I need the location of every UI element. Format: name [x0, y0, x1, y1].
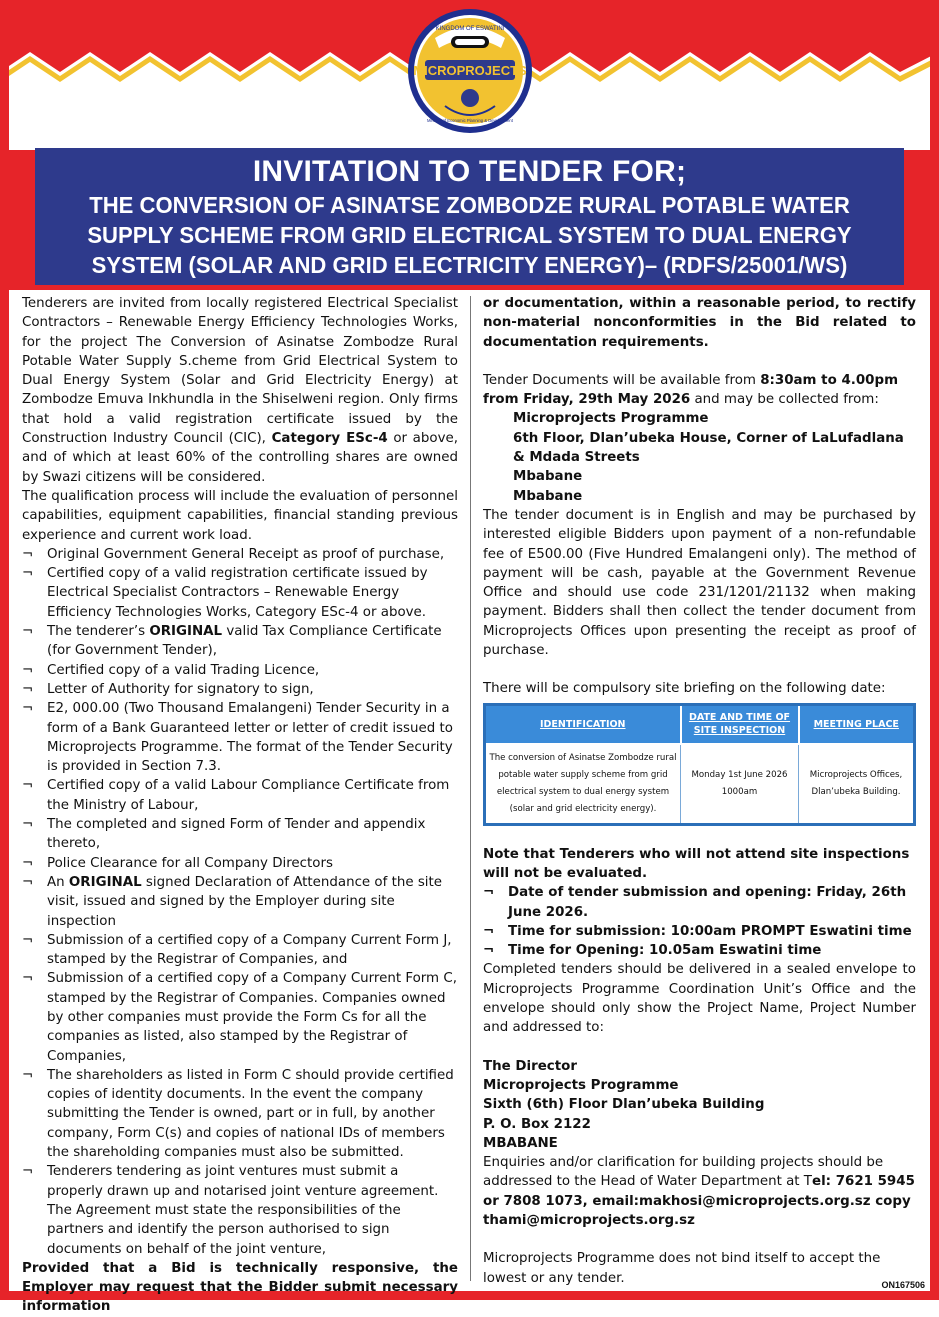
- enquiry-paragraph: Enquiries and/or clarification for building projects should be addressed to the Head of Water Department at Tel: 7621 5945 or 7808 1073, email:makhosi@microprojects.org.sz copy thami@microprojects.org.sz: [483, 1155, 915, 1228]
- list-item: ¬ E2, 000.00 (Two Thousand Emalangeni) Tender Security in a form of a Bank Guaranteed letter or letter of credit issued to Microprojects Programme. The format of the Tender Security is provided in Section 7.3.: [22, 701, 453, 775]
- logo-name: MICROPROJECTS: [413, 63, 527, 78]
- list-item: ¬ Time for submission: 10:00am PROMPT Eswatini time: [483, 923, 912, 939]
- list-item: ¬ Certified copy of a valid Trading Licence,: [22, 662, 320, 678]
- table-cell-identification: The conversion of Asinatse Zombodze rural potable water supply scheme from grid electrical system to dual energy system (solar and grid electricity energy).: [485, 744, 681, 824]
- collect-line: Mbabane: [513, 469, 583, 485]
- logo-ministry-text: Ministry of Economic Planning & Development: [427, 118, 513, 123]
- title-project: THE CONVERSION OF ASINATSE ZOMBODZE RURAL POTABLE WATER SUPPLY SCHEME FROM GRID ELECTRICAL SYSTEM TO DUAL ENERGY SYSTEM (SOLAR AND GRID ELECTRICITY ENERGY)– (RDFS/25001/WS): [87, 192, 852, 278]
- right-column: [483, 294, 916, 1288]
- address-line: P. O. Box 2122: [483, 1116, 591, 1132]
- dates-list: [483, 883, 916, 960]
- table-header-date: DATE AND TIME OF SITE INSPECTION: [681, 704, 799, 744]
- attendance-note: Note that Tenderers who will not attend site inspections will not be evaluated.: [483, 846, 910, 881]
- table-cell-date: Monday 1st June 2026 1000am: [681, 744, 799, 824]
- list-item: ¬ An ORIGINAL signed Declaration of Attendance of the site visit, issued and signed by the Employer during site inspection: [22, 874, 443, 929]
- table-header-place: MEETING PLACE: [799, 704, 915, 744]
- address-line: The Director: [483, 1058, 577, 1074]
- briefing-paragraph: There will be compulsory site briefing on the following date:: [483, 681, 886, 697]
- list-item: ¬ Submission of a certified copy of a Company Current Form J, stamped by the Registrar of Companies, and: [22, 932, 452, 968]
- list-item: ¬ Police Clearance for all Company Directors: [22, 855, 333, 871]
- proviso-continued: or documentation, within a reasonable period, to rectify non-material nonconformities in the Bid related to documentation requirements.: [483, 296, 916, 350]
- address-line: MBABANE: [483, 1135, 558, 1151]
- table-row: [485, 744, 915, 824]
- collection-address: [483, 409, 916, 505]
- address-line: Sixth (6th) Floor Dlan’ubeka Building: [483, 1097, 765, 1113]
- list-item: ¬ Certified copy of a valid Labour Compliance Certificate from the Ministry of Labour,: [22, 778, 450, 813]
- list-item: ¬ The tenderer’s ORIGINAL valid Tax Compliance Certificate (for Government Tender),: [22, 624, 442, 659]
- reference-code: ON167506: [881, 1280, 925, 1290]
- submission-address: [483, 1057, 916, 1153]
- collect-line: Mbabane: [513, 488, 583, 504]
- table-cell-place: Microprojects Offices, Dlan’ubeka Building.: [799, 744, 915, 824]
- left-column: [22, 294, 458, 1317]
- list-item: ¬ Letter of Authority for signatory to sign,: [22, 681, 314, 697]
- microprojects-logo: [405, 6, 535, 136]
- column-divider: [470, 296, 471, 1281]
- disclaimer-paragraph: Microprojects Programme does not bind itself to accept the lowest or any tender.: [483, 1251, 881, 1286]
- intro-paragraph: Tenderers are invited from locally registered Electrical Specialist Contractors – Renewable Energy Efficiency Technologies Works, for the project The Conversion of Asinatse Zombodze Rural Potable Water Supply S.cheme from Grid Electrical System to Dual Energy System (Solar and Grid Electricity Energy) at Zombodze Emuva Inkhundla in the Shiselweni region. Only firms that hold a valid registration certificate issued by the Construction Industry Council (CIC), Category ESc-4 or above, and of which at least 60% of the controlling shares are owned by Swazi citizens will be considered.: [22, 296, 458, 485]
- proviso-paragraph: Provided that a Bid is technically responsive, the Employer may request that the Bidder submit necessary information: [22, 1260, 458, 1315]
- address-line: Microprojects Programme: [483, 1077, 679, 1093]
- list-item: ¬ Original Government General Receipt as proof of purchase,: [22, 546, 445, 562]
- list-item: ¬ Submission of a certified copy of a Company Current Form C, stamped by the Registrar of Companies. Companies owned by other companies must provide the Form Cs for all the companies as listed, also stamped by the Registrar of Companies,: [22, 971, 457, 1064]
- table-header-identification: IDENTIFICATION: [485, 704, 681, 744]
- list-item: ¬ Date of tender submission and opening: Friday, 26th June 2026.: [483, 885, 907, 920]
- title-box: [35, 148, 904, 285]
- title-heading: INVITATION TO TENDER FOR;: [252, 155, 687, 188]
- list-item: ¬ The completed and signed Form of Tender and appendix thereto,: [22, 817, 426, 852]
- list-item: ¬ Time for Opening: 10.05am Eswatini time: [483, 943, 822, 959]
- qualification-paragraph: The qualification process will include the evaluation of personnel capabilities, equipment capabilities, financial standing previous experience and current work load.: [22, 488, 458, 543]
- site-briefing-table: [483, 703, 916, 826]
- list-item: ¬ Tenderers tendering as joint ventures must submit a properly drawn up and notarised joint venture agreement. The Agreement must state the responsibilities of the partners and identify the person authorised to sign documents on behalf of the joint venture,: [22, 1164, 439, 1257]
- requirements-list: [22, 545, 458, 1259]
- list-item: ¬ The shareholders as listed in Form C should provide certified copies of identity documents. In the event the company submitting the Tender is owned, part or in full, by another company, Form C(s) and copies of national IDs of members the shareholding companies must also be submitted.: [22, 1067, 454, 1161]
- logo-ring-text: KINGDOM OF ESWATINI: [435, 26, 505, 32]
- list-item: ¬ Certified copy of a valid registration certificate issued by Electrical Specialist Contractors – Renewable Energy Efficiency Technologies Works, Category ESc-4 or above.: [22, 566, 428, 620]
- availability-paragraph: Tender Documents will be available from 8:30am to 4.00pm from Friday, 29th May 2026 and may be collected from:: [483, 372, 899, 408]
- delivery-paragraph: Completed tenders should be delivered in a sealed envelope to Microprojects Programme Coordination Unit’s Office and the envelope should only show the Project Name, Project Number and addressed to:: [483, 962, 916, 1036]
- collect-line: 6th Floor, Dlan’ubeka House, Corner of LaLufadlana & Mdada Streets: [513, 430, 904, 466]
- header-banner: [0, 0, 939, 290]
- purchase-paragraph: The tender document is in English and may be purchased by interested eligible Bidders upon payment of a non-refundable fee of E500.00 (Five Hundred Emalangeni only). The method of payment will be cash, payable at the Government Revenue Office and should use code 231/1201/21132 when making payment. Bidders shall then collect the tender document from Microprojects Offices upon presenting the receipt as proof of purchase.: [483, 507, 916, 659]
- collect-line: Microprojects Programme: [513, 411, 709, 427]
